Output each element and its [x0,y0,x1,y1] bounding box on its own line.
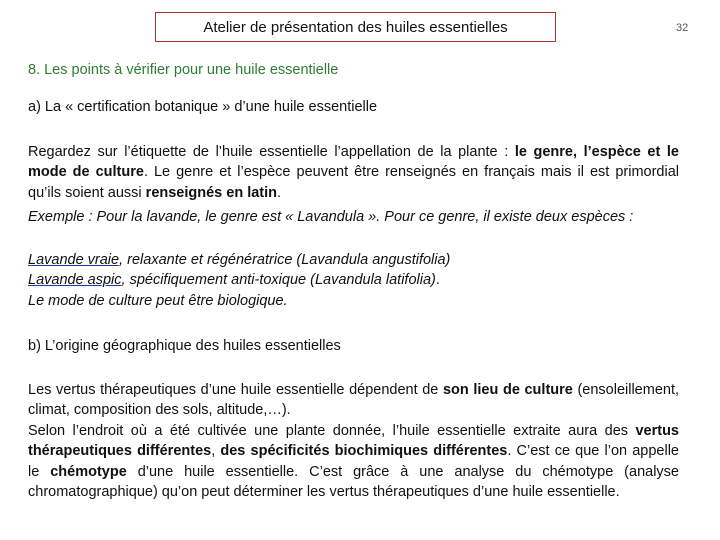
subheading-a: a) La « certification botanique » d’une huile essentielle [28,99,378,115]
section-heading: 8. Les points à vérifier pour une huile essentielle [28,62,339,78]
paragraph-certification: Regardez sur l’étiquette de l’huile essentielle l’appellation de la plante : le genre, l’espèce et le mode de culture. Le genre et l’espèce peuvent être renseignés en français mais il est primordial qu’ils soient aussi renseignés en latin. [28,144,679,201]
species-list [28,250,679,311]
page-number: 32 [676,22,689,34]
slide-title: Atelier de présentation des huiles essentielles [203,18,508,36]
paragraph-chemotype: Selon l’endroit où a été cultivée une plante donnée, l’huile essentielle extraite aura des vertus thérapeutiques différentes, des spécificités biochimiques différentes. C’est ce que l’on appelle le chémotype d’une huile essentielle. C’est grâce à une analyse du chémotype (analyse chromatographique) qu’on peut déterminer les vertus thérapeutiques d’une huile essentielle. [28,423,679,501]
paragraph-origin: Les vertus thérapeutiques d’une huile essentielle dépendent de son lieu de culture (ensoleillement, climat, composition des sols, altitude,…). [28,382,680,419]
species-name-link[interactable]: Lavande aspic [28,272,122,289]
species-name-link[interactable]: Lavande vraie [28,252,120,268]
example-line: Exemple : Pour la lavande, le genre est « Lavandula ». Pour ce genre, il existe deux espèces : [28,209,634,225]
slide-title-box [155,12,556,42]
list-item: Lavande aspic, spécifiquement anti-toxique (Lavandula latifolia). [28,272,440,289]
subheading-b: b) L’origine géographique des huiles essentielles [28,338,341,354]
list-item: Lavande vraie, relaxante et régénératrice (Lavandula angustifolia) [28,252,451,268]
culture-line: Le mode de culture peut être biologique. [28,292,288,309]
